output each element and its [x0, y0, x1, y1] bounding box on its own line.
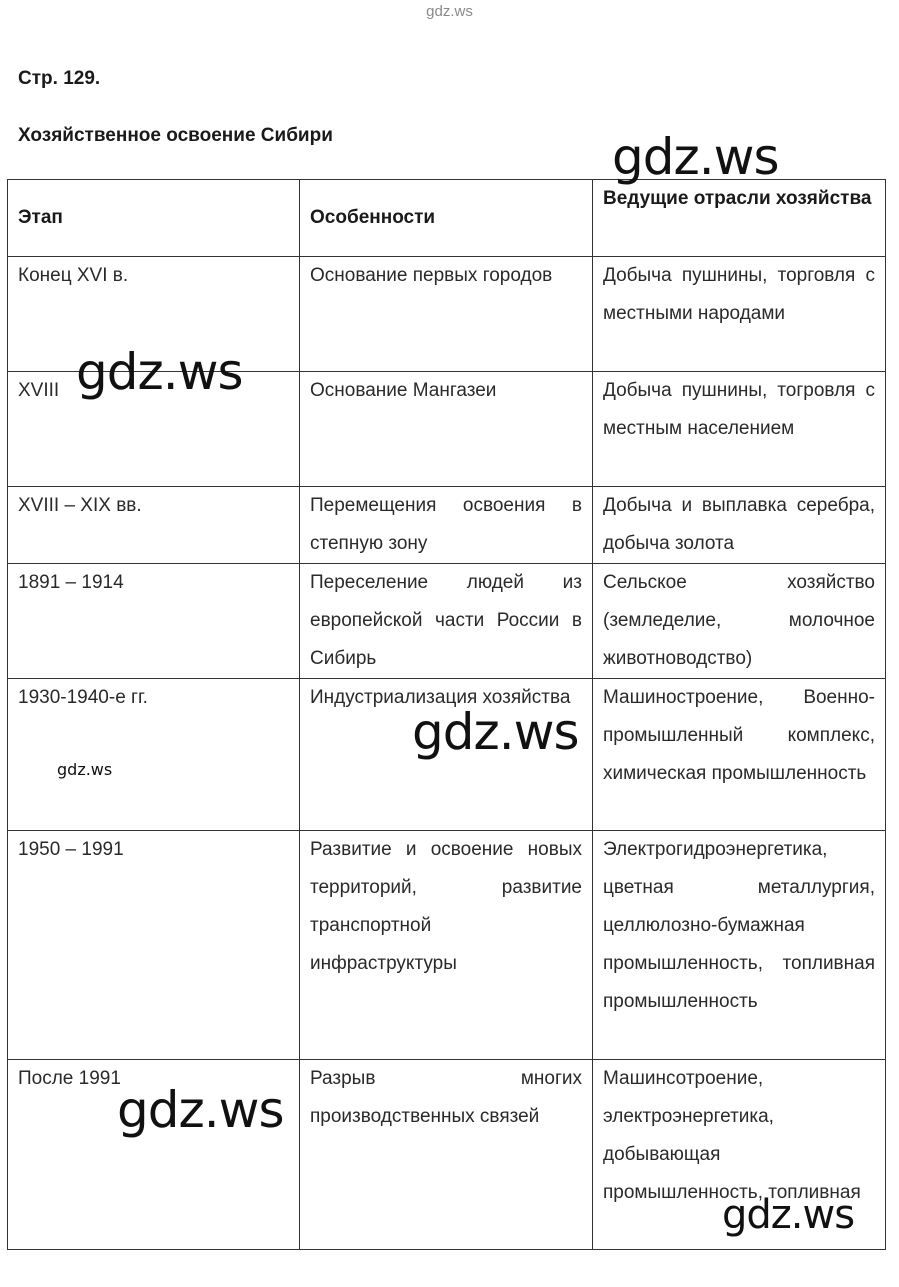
watermark-row7-right: gdz.ws: [722, 1192, 855, 1238]
header-stage: Этап: [8, 180, 300, 257]
cell-features: Основание Мангазеи: [300, 372, 593, 487]
cell-features: Перемещения освоения в степную зону: [300, 487, 593, 564]
cell-features: Развитие и освоение новых территорий, развитие транспортной инфраструктуры: [300, 831, 593, 1060]
cell-stage: Конец XVI в.: [8, 257, 300, 372]
document-title: Хозяйственное освоение Сибири: [18, 125, 333, 146]
watermark-row7-left: gdz.ws: [117, 1081, 284, 1139]
table-row: [8, 831, 886, 1060]
cell-stage: 1891 – 1914: [8, 564, 300, 679]
cell-features: Разрыв многих производственных связей: [300, 1060, 593, 1250]
cell-features: Переселение людей из европейской части России в Сибирь: [300, 564, 593, 679]
cell-stage: 1930-1940-е гг.: [8, 679, 300, 831]
watermark-header: gdz.ws: [612, 128, 779, 186]
cell-stage: После 1991: [8, 1060, 300, 1250]
cell-industries: Машиностроение, Военно-промышленный комплекс, химическая промышленность: [593, 679, 886, 831]
table-row: [8, 487, 886, 564]
header-industries: Ведущие отрасли хозяйства: [593, 180, 886, 257]
cell-industries: Добыча пушнины, тогровля с местным населением: [593, 372, 886, 487]
cell-industries: Добыча пушнины, торговля с местными народами: [593, 257, 886, 372]
cell-industries: Электрогидроэнергетика, цветная металлургия, целлюлозно-бумажная промышленность, топливная промышленность: [593, 831, 886, 1060]
cell-stage: XVIII – XIX вв.: [8, 487, 300, 564]
cell-industries: Добыча и выплавка серебра, добыча золота: [593, 487, 886, 564]
cell-features: Основание первых городов: [300, 257, 593, 372]
cell-features: Индустриализация хозяйства: [300, 679, 593, 831]
cell-industries: Машинсотроение, электроэнергетика, добывающая промышленность, топливная: [593, 1060, 886, 1250]
watermark-row2: gdz.ws: [76, 343, 243, 401]
table-row: [8, 564, 886, 679]
top-watermark: gdz.ws: [426, 3, 473, 20]
header-features: Особенности: [300, 180, 593, 257]
cell-stage: 1950 – 1991: [8, 831, 300, 1060]
watermark-row5: gdz.ws: [412, 703, 579, 761]
table-header-row: [8, 180, 886, 257]
cell-stage: XVIII: [8, 372, 300, 487]
watermark-row5-small: gdz.ws: [57, 760, 113, 779]
cell-industries: Сельское хозяйство (земледелие, молочное животноводство): [593, 564, 886, 679]
page-number: Стр. 129.: [18, 68, 101, 89]
